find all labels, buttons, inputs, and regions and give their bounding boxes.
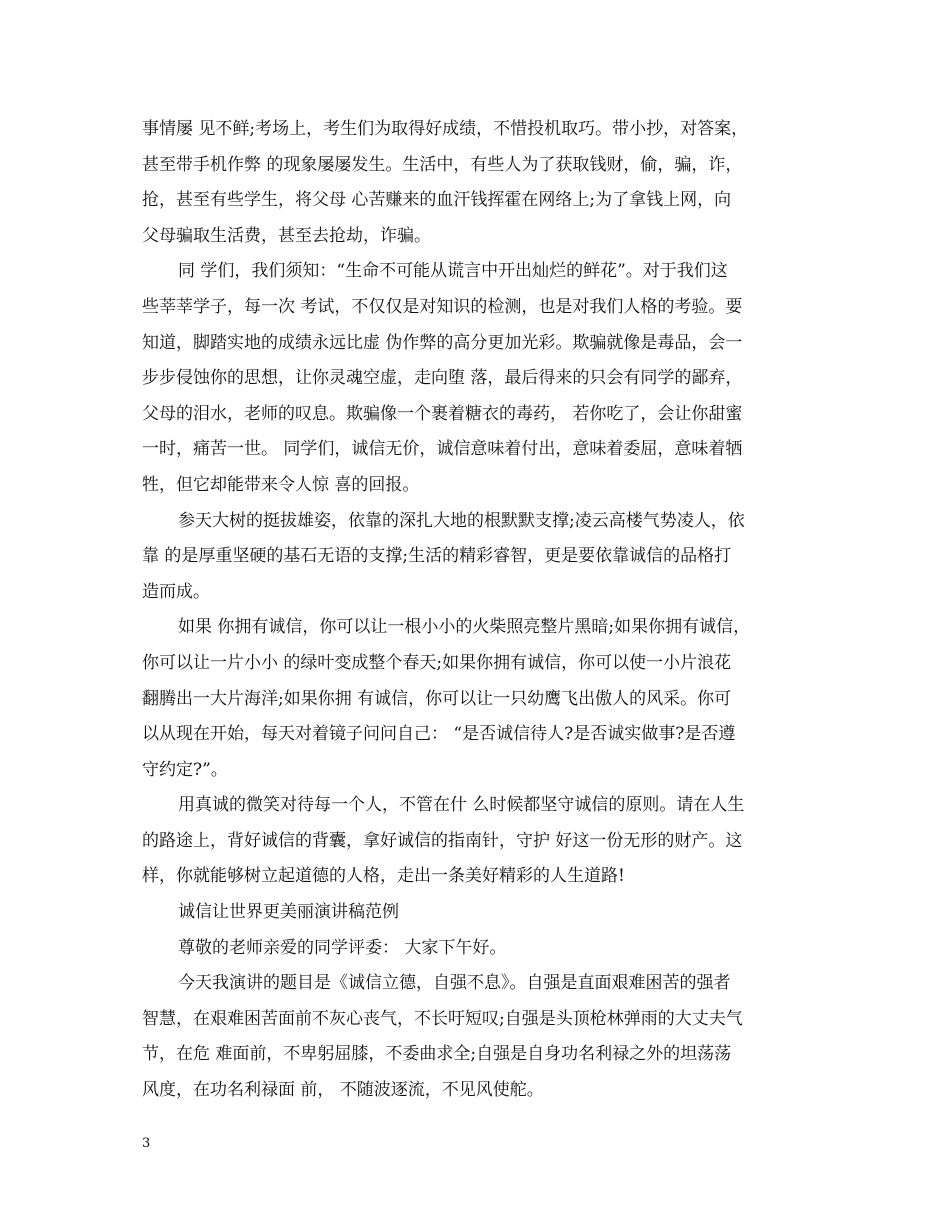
paragraph-line: 事情屡 见不鲜;考场上，考生们为取得好成绩，不惜投机取巧。带小抄，对答案，	[142, 119, 749, 139]
paragraph-line: 翻腾出一大片海洋;如果你拥 有诚信，你可以让一只幼鹰飞出傲人的风采。你可	[142, 688, 732, 709]
paragraph-line: 同 学们，我们须知：“生命不可能从谎言中开出灿烂的鲜花”。对于我们这	[178, 261, 728, 282]
paragraph	[142, 254, 812, 503]
paragraph-line: 智慧，在艰难困苦面前不灰心丧气，不长吁短叹;自强是头顶枪林弹雨的大丈夫气	[142, 1008, 743, 1029]
paragraph-line: 步步侵蚀你的思想，让你灵魂空虚，走向堕 落，最后得来的只会有同学的鄙弃，	[142, 368, 743, 389]
paragraph-line: 靠 的是厚重坚硬的基石无语的支撑;生活的精彩睿智，更是要依靠诚信的品格打	[142, 546, 732, 567]
paragraph-line: 牲，但它却能带来令人惊 喜的回报。	[142, 474, 420, 495]
paragraph-line: 抢，甚至有些学生，将父母 心苦赚来的血汗钱挥霍在网络上;为了拿钱上网，向	[142, 190, 732, 211]
paragraph	[142, 966, 812, 1108]
paragraph-line: 以从现在开始，每天对着镜子问问自己： “是否诚信待人?是否诚实做事?是否遵	[142, 724, 736, 745]
paragraph-line: 如果 你拥有诚信，你可以让一根小小的火柴照亮整片黑暗;如果你拥有诚信，	[178, 617, 751, 638]
paragraph-line: 今天我演讲的题目是《诚信立德，自强不息》。自强是直面艰难困苦的强者	[178, 973, 731, 994]
document-body	[142, 112, 812, 1109]
paragraph-line: 诚信让世界更美丽演讲稿范例	[178, 902, 399, 923]
paragraph	[142, 931, 812, 967]
paragraph-line: 甚至带手机作弊 的现象屡屡发生。生活中，有些人为了获取钱财，偷，骗，诈，	[142, 154, 743, 175]
paragraph-line: 节，在危 难面前，不卑躬屈膝，不委曲求全;自强是自身功名利禄之外的坦荡荡	[142, 1044, 732, 1065]
paragraph-line: 知道，脚踏实地的成绩永远比虚 伪作弊的高分更加光彩。欺骗就像是毒品，会一	[142, 332, 743, 353]
page-number: 3	[142, 1136, 151, 1151]
paragraph-line: 用真诚的微笑对待每一个人，不管在什 么时候都坚守诚信的原则。请在人生	[178, 795, 745, 816]
paragraph	[142, 610, 812, 788]
paragraph-line: 风度，在功名利禄面 前， 不随波逐流，不见风使舵。	[142, 1080, 544, 1101]
paragraph-line: 一时，痛苦一世。 同学们，诚信无价，诚信意味着付出，意味着委屈，意味着牺	[142, 439, 743, 460]
paragraph-line: 些莘莘学子，每一次 考试，不仅仅是对知识的检测，也是对我们人格的考验。要	[142, 296, 743, 317]
paragraph-line: 样，你就能够树立起道德的人格，走出一条美好精彩的人生道路!	[142, 866, 625, 887]
paragraph-line: 造而成。	[142, 581, 210, 602]
paragraph-line: 参天大树的挺拔雄姿，依靠的深扎大地的根默默支撑;凌云高楼气势凌人，依	[178, 510, 745, 531]
paragraph	[142, 788, 812, 895]
paragraph	[142, 112, 812, 254]
paragraph-line: 尊敬的老师亲爱的同学评委： 大家下午好。	[178, 937, 507, 958]
paragraph-line: 的路途上，背好诚信的背囊，拿好诚信的指南针，守护 好这一份无形的财产。这	[142, 830, 743, 851]
paragraph-line: 你可以让一片小小 的绿叶变成整个春天;如果你拥有诚信，你可以使一小片浪花	[142, 652, 732, 673]
paragraph-line: 父母骗取生活费，甚至去抢劫，诈骗。	[142, 225, 431, 246]
paragraph-line: 守约定?”。	[142, 759, 228, 780]
paragraph	[142, 504, 812, 611]
paragraph-line: 父母的泪水，老师的叹息。欺骗像一个裹着糖衣的毒药， 若你吃了，会让你甜蜜	[142, 403, 743, 424]
paragraph	[142, 895, 812, 931]
